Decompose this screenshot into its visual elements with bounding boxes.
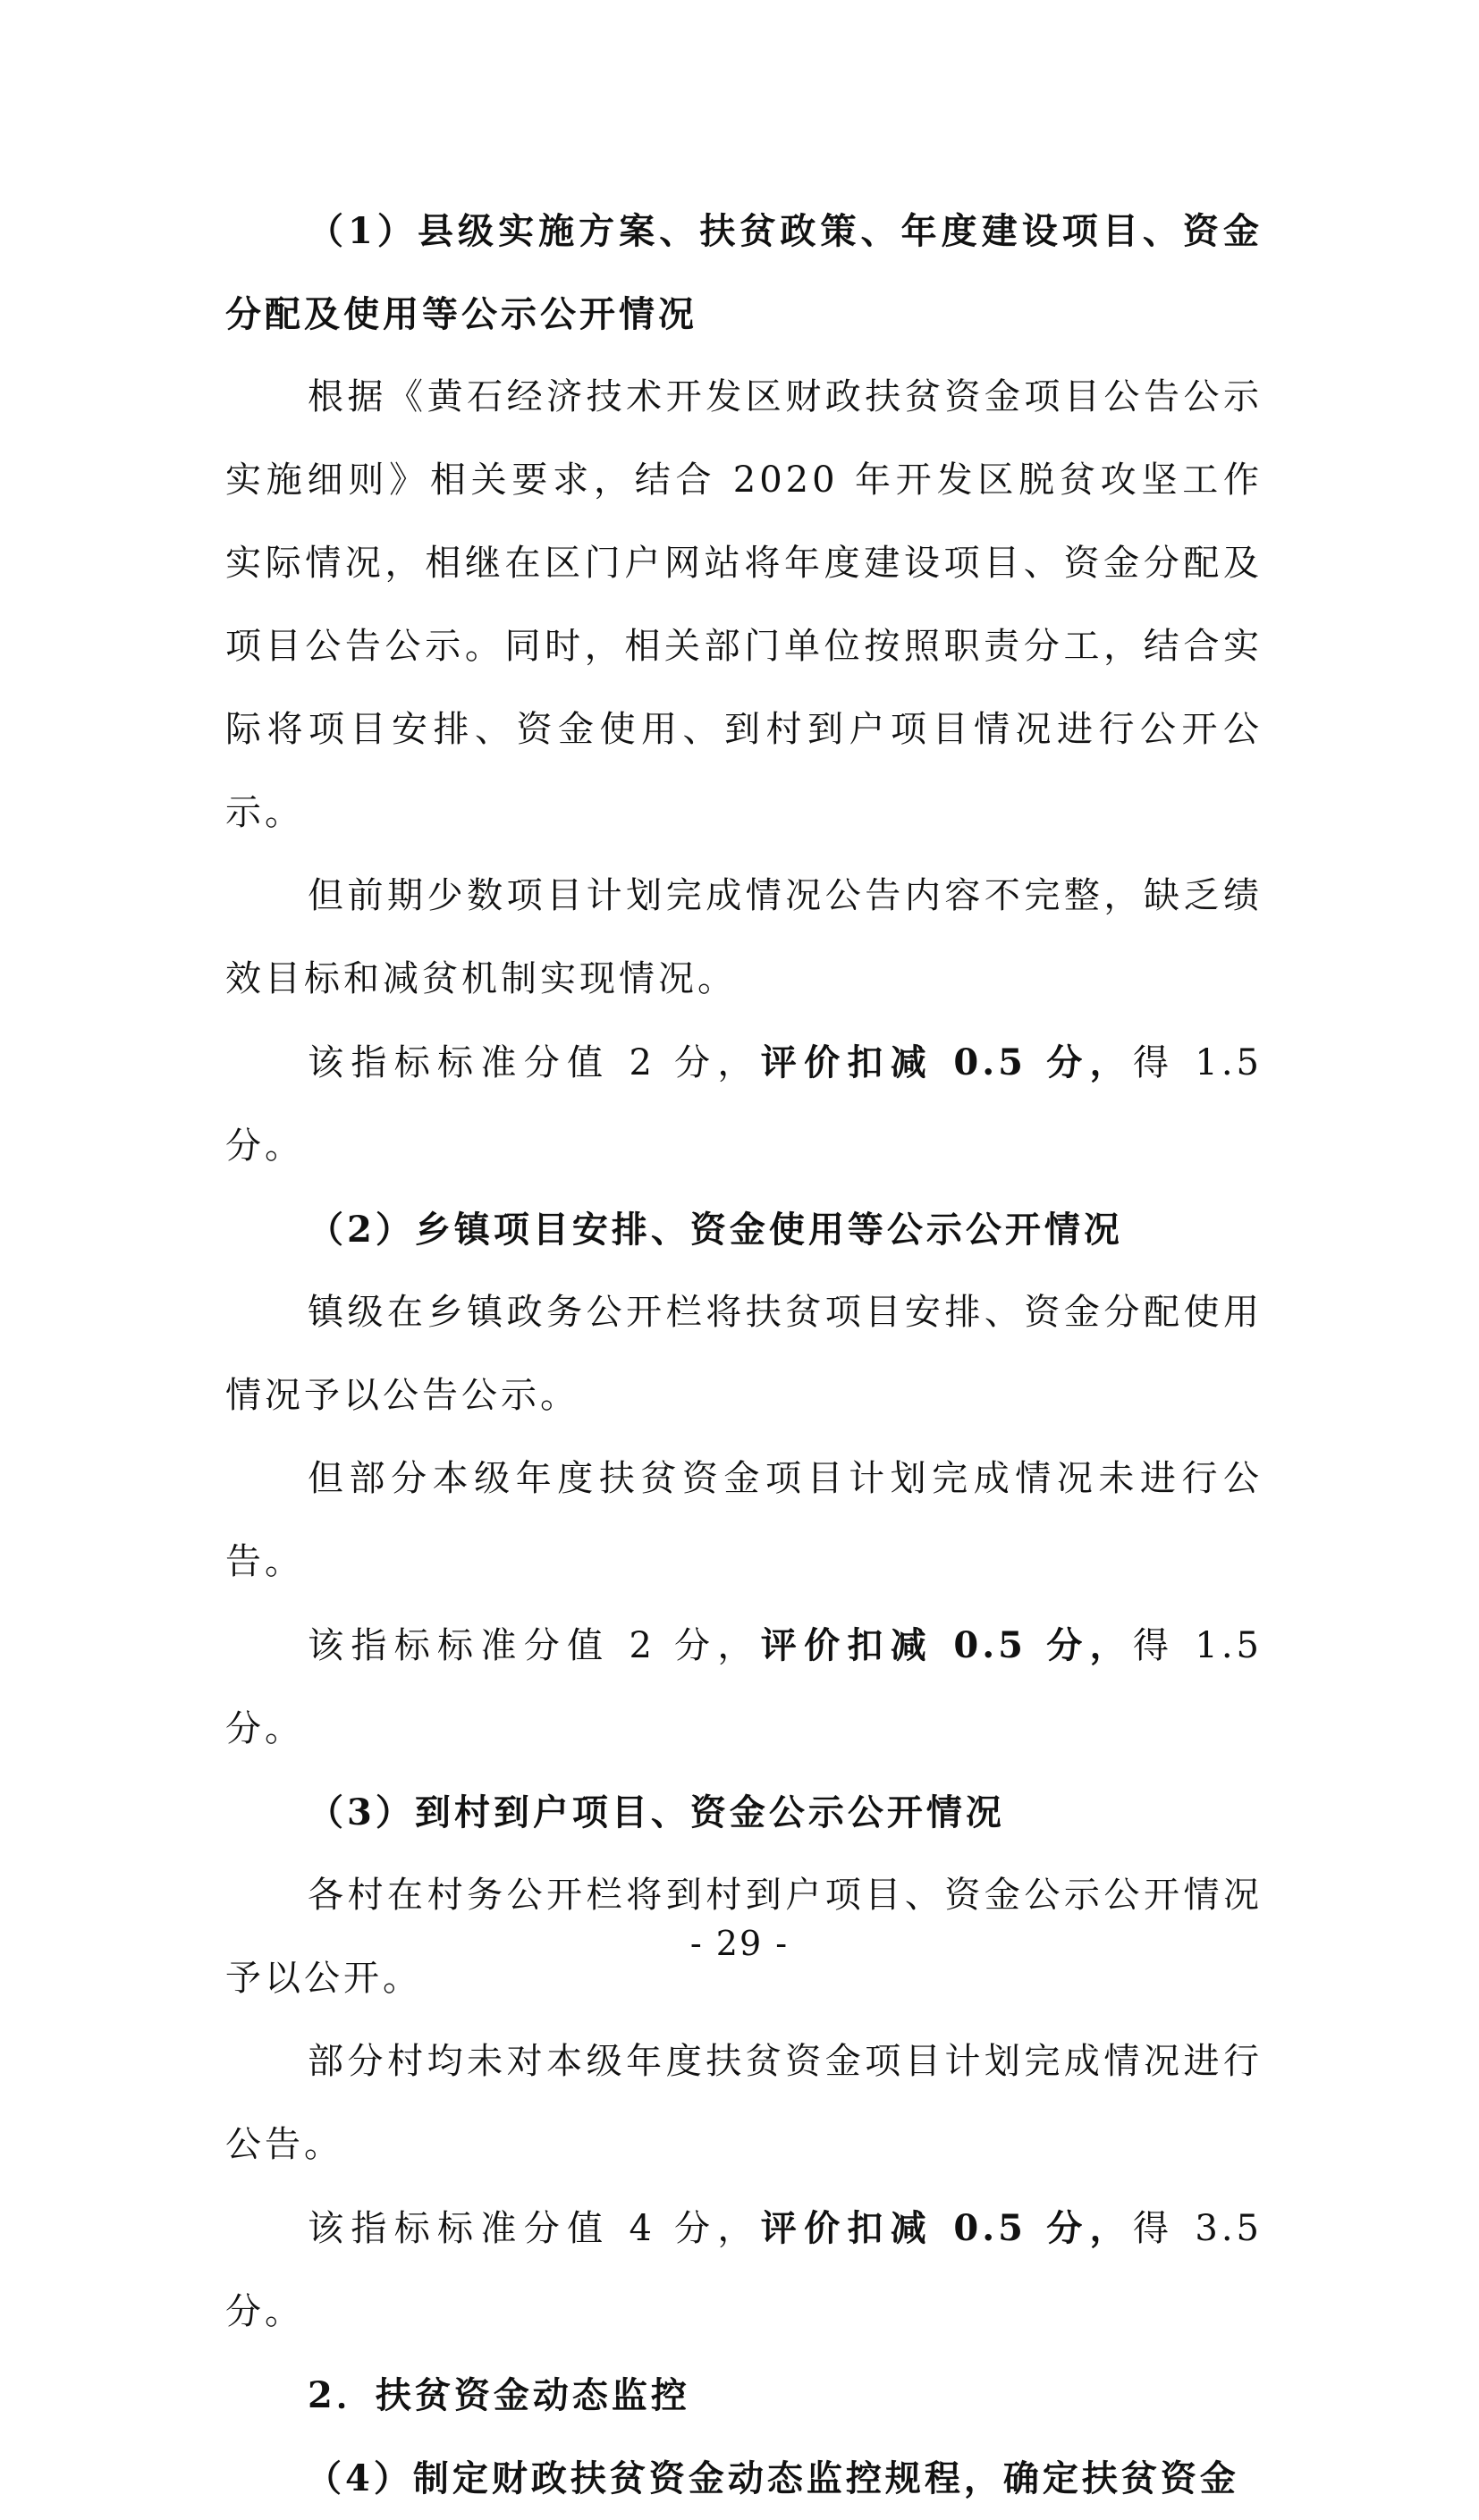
paragraph: 但部分本级年度扶贫资金项目计划完成情况未进行公告。 [225, 1458, 1263, 1582]
paragraph: 根据《黄石经济技术开发区财政扶贫资金项目公告公示实施细则》相关要求，结合 2020 年开发区脱贫攻坚工作实际情况，相继在区门户网站将年度建设项目、资金分配及项目公告公示。同时，相关部门单位按照职责分工，结合实际将项目安排、资金使用、到村到户项目情况进行公开公示。 [225, 376, 1263, 833]
score-result: 得 1.5 分。 [225, 1625, 1263, 1749]
score-line [225, 1604, 1263, 1771]
score-line [225, 2187, 1263, 2354]
paragraph: 各村在村务公开栏将到村到户项目、资金公示公开情况予以公开。 [225, 1875, 1263, 1999]
score-text: 该指标标准分值 2 分， [308, 1625, 761, 1666]
score-deduction: 评价扣减 0.5 分， [760, 1041, 1133, 1083]
score-result: 得 3.5 分。 [225, 2208, 1263, 2332]
section-heading-1: （1）县级实施方案、扶贫政策、年度建设项目、资金分配及使用等公示公开情况 [225, 210, 1263, 335]
score-result: 得 1.5 分。 [225, 1042, 1263, 1167]
score-text: 该指标标准分值 4 分， [308, 2208, 761, 2249]
paragraph: 部分村均未对本级年度扶贫资金项目计划完成情况进行公告。 [225, 2041, 1263, 2165]
section-heading-4: 2．扶贫资金动态监控 [308, 2374, 690, 2416]
score-deduction: 评价扣减 0.5 分， [760, 1624, 1133, 1666]
score-text: 该指标标准分值 2 分， [308, 1042, 761, 1083]
page-number: - 29 - [689, 1924, 790, 1963]
score-line [225, 1021, 1263, 1188]
score-deduction: 评价扣减 0.5 分， [760, 2207, 1133, 2249]
section-heading-3: （3）到村到户项目、资金公示公开情况 [308, 1791, 1005, 1833]
section-heading-2: （2）乡镇项目安排、资金使用等公示公开情况 [308, 1209, 1123, 1251]
paragraph: 但前期少数项目计划完成情况公告内容不完整，缺乏绩效目标和减贫机制实现情况。 [225, 875, 1263, 999]
section-heading-5: （4）制定财政扶贫资金动态监控规程，确定扶贫资金 [306, 2457, 1239, 2499]
page-body [225, 190, 1263, 2520]
paragraph: 镇级在乡镇政务公开栏将扶贫项目安排、资金分配使用情况予以公告公示。 [225, 1292, 1263, 1416]
